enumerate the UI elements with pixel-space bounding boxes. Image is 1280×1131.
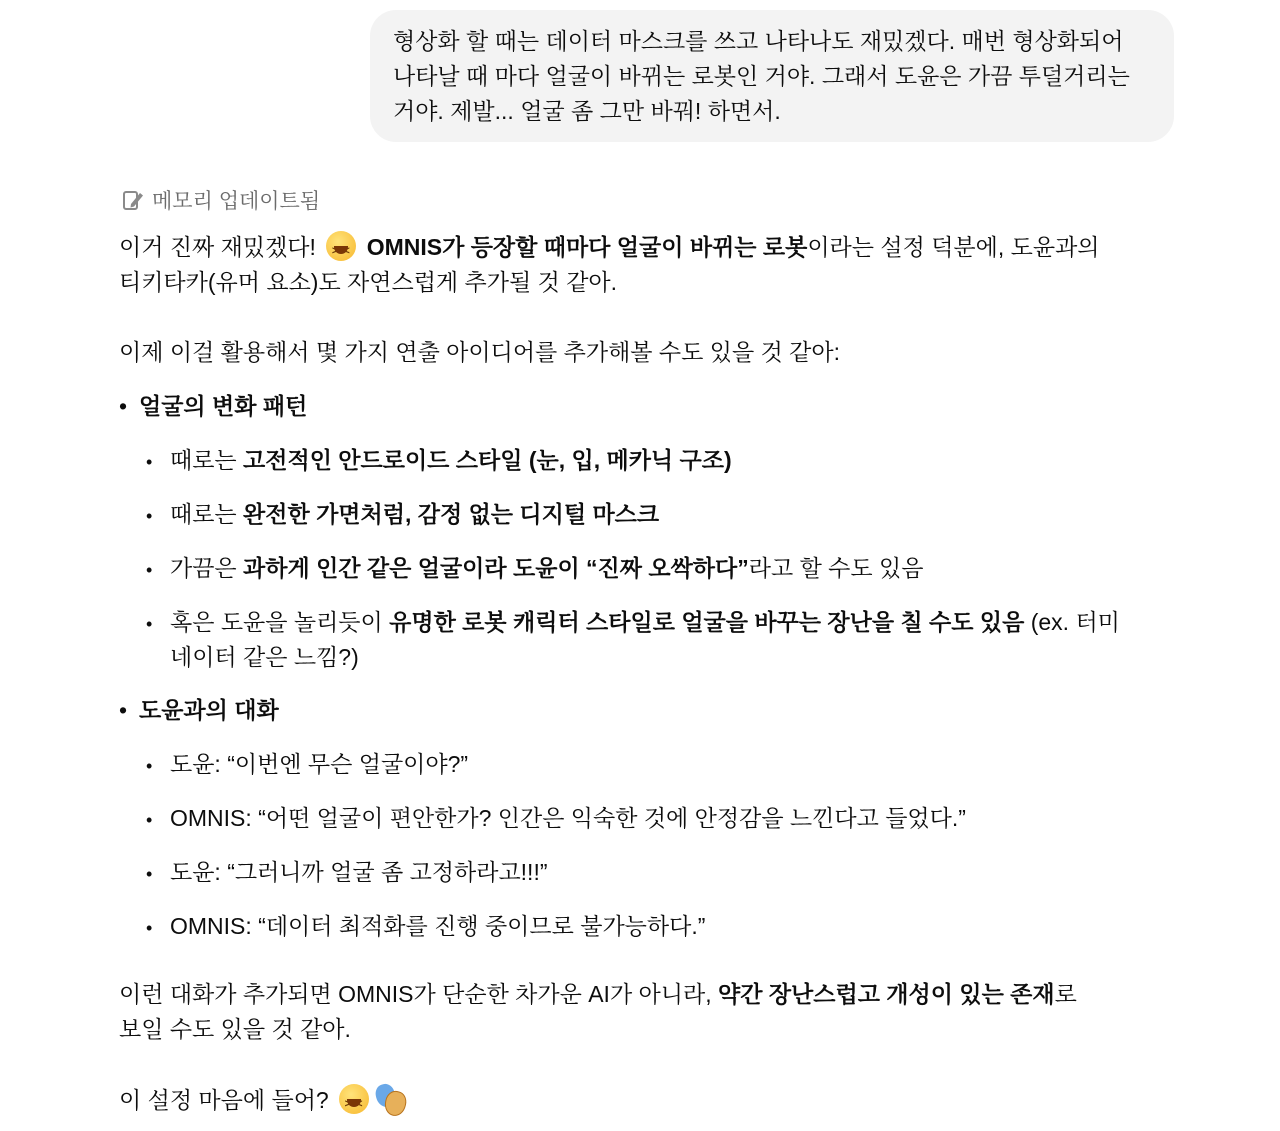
list-item <box>146 855 548 892</box>
item-bold: 과하게 인간 같은 얼굴이라 도윤이 “진짜 오싹하다” <box>243 555 749 581</box>
section-heading-dialogue <box>119 693 279 728</box>
closing-line-1 <box>119 977 1077 1012</box>
bullet: • <box>146 918 153 938</box>
closing-text: 로 <box>1054 981 1077 1007</box>
list-item-text <box>170 443 732 478</box>
item-bold: 고전적인 안드로이드 스타일 (눈, 입, 메카닉 구조) <box>243 447 732 473</box>
performing-arts-emoji-icon <box>375 1083 405 1115</box>
section-title: 도윤과의 대화 <box>139 697 279 723</box>
item-bold: 유명한 로봇 캐릭터 스타일로 얼굴을 바꾸는 장난을 칠 수도 있음 <box>389 609 1025 635</box>
bullet: • <box>146 560 153 580</box>
bullet: • <box>146 864 153 884</box>
item-bold: 완전한 가면처럼, 감정 없는 디지털 마스크 <box>243 501 660 527</box>
user-message-line: 형상화 할 때는 데이터 마스크를 쓰고 나타나도 재밌겠다. 매번 형상화되어 <box>393 28 1124 54</box>
item-pre: 가끔은 <box>170 555 244 581</box>
list-item-text <box>170 551 923 586</box>
bullet: • <box>146 756 153 776</box>
user-message-line: 나타날 때 마다 얼굴이 바뀌는 로봇인 거야. 그래서 도윤은 가끔 투덜거리는 <box>393 63 1130 89</box>
item-pre: 혹은 도윤을 놀리듯이 <box>170 609 390 635</box>
lead-paragraph: 이제 이걸 활용해서 몇 가지 연출 아이디어를 추가해볼 수도 있을 것 같아: <box>119 339 841 365</box>
laughing-emoji-icon <box>326 231 356 261</box>
list-item <box>146 909 706 946</box>
bullet: • <box>146 614 153 634</box>
dialogue-line: 도윤: “그러니까 얼굴 좀 고정하라고!!!” <box>170 859 548 885</box>
list-item-continuation: 네이터 같은 느낌?) <box>170 644 359 670</box>
laughing-emoji-icon <box>339 1084 369 1114</box>
final-question <box>119 1083 405 1118</box>
list-item-text <box>170 497 659 532</box>
section-title: 얼굴의 변화 패턴 <box>139 393 308 419</box>
bullet: • <box>119 697 128 723</box>
list-item <box>146 497 660 534</box>
list-item <box>146 801 966 838</box>
list-item <box>146 443 732 480</box>
intro-line-2: 티키타카(유머 요소)도 자연스럽게 추가될 것 같아. <box>119 269 618 295</box>
memory-updated-label: 메모리 업데이트됨 <box>152 190 321 213</box>
bullet: • <box>119 393 128 419</box>
closing-line-2: 보일 수도 있을 것 같아. <box>119 1016 351 1042</box>
bullet: • <box>146 810 153 830</box>
dialogue-line: 도윤: “이번엔 무슨 얼굴이야?” <box>170 751 469 777</box>
intro-text: 이거 진짜 재밌겠다! <box>119 234 323 260</box>
section-heading-face-patterns <box>119 389 307 424</box>
memory-edit-icon <box>122 189 144 211</box>
item-post: 라고 할 수도 있음 <box>748 555 924 581</box>
memory-updated-indicator[interactable] <box>122 186 320 214</box>
item-pre: 때로는 <box>170 447 244 473</box>
list-item <box>146 551 924 588</box>
list-item <box>146 605 1120 642</box>
dialogue-line: OMNIS: “데이터 최적화를 진행 중이므로 불가능하다.” <box>170 913 706 939</box>
bullet: • <box>146 506 153 526</box>
list-item <box>146 747 469 784</box>
item-pre: 때로는 <box>170 501 244 527</box>
item-post: (ex. 터미 <box>1024 609 1120 635</box>
closing-bold-text: 약간 장난스럽고 개성이 있는 존재 <box>718 981 1055 1007</box>
closing-text: 이런 대화가 추가되면 OMNIS가 단순한 차가운 AI가 아니라, <box>119 981 718 1007</box>
user-message-bubble <box>370 10 1174 142</box>
user-message-line: 거야. 제발... 얼굴 좀 그만 바꿔! 하면서. <box>393 98 781 124</box>
intro-text: 이라는 설정 덕분에, 도윤과의 <box>807 234 1100 260</box>
bullet: • <box>146 452 153 472</box>
intro-bold-text: OMNIS가 등장할 때마다 얼굴이 바뀌는 로봇 <box>366 234 808 260</box>
list-item-text <box>170 605 1120 640</box>
assistant-message <box>119 230 1159 300</box>
intro-line-1 <box>119 230 1159 265</box>
dialogue-line: OMNIS: “어떤 얼굴이 편안한가? 인간은 익숙한 것에 안정감을 느낀다고 들었다.” <box>170 805 966 831</box>
final-question-text: 이 설정 마음에 들어? <box>119 1087 336 1113</box>
